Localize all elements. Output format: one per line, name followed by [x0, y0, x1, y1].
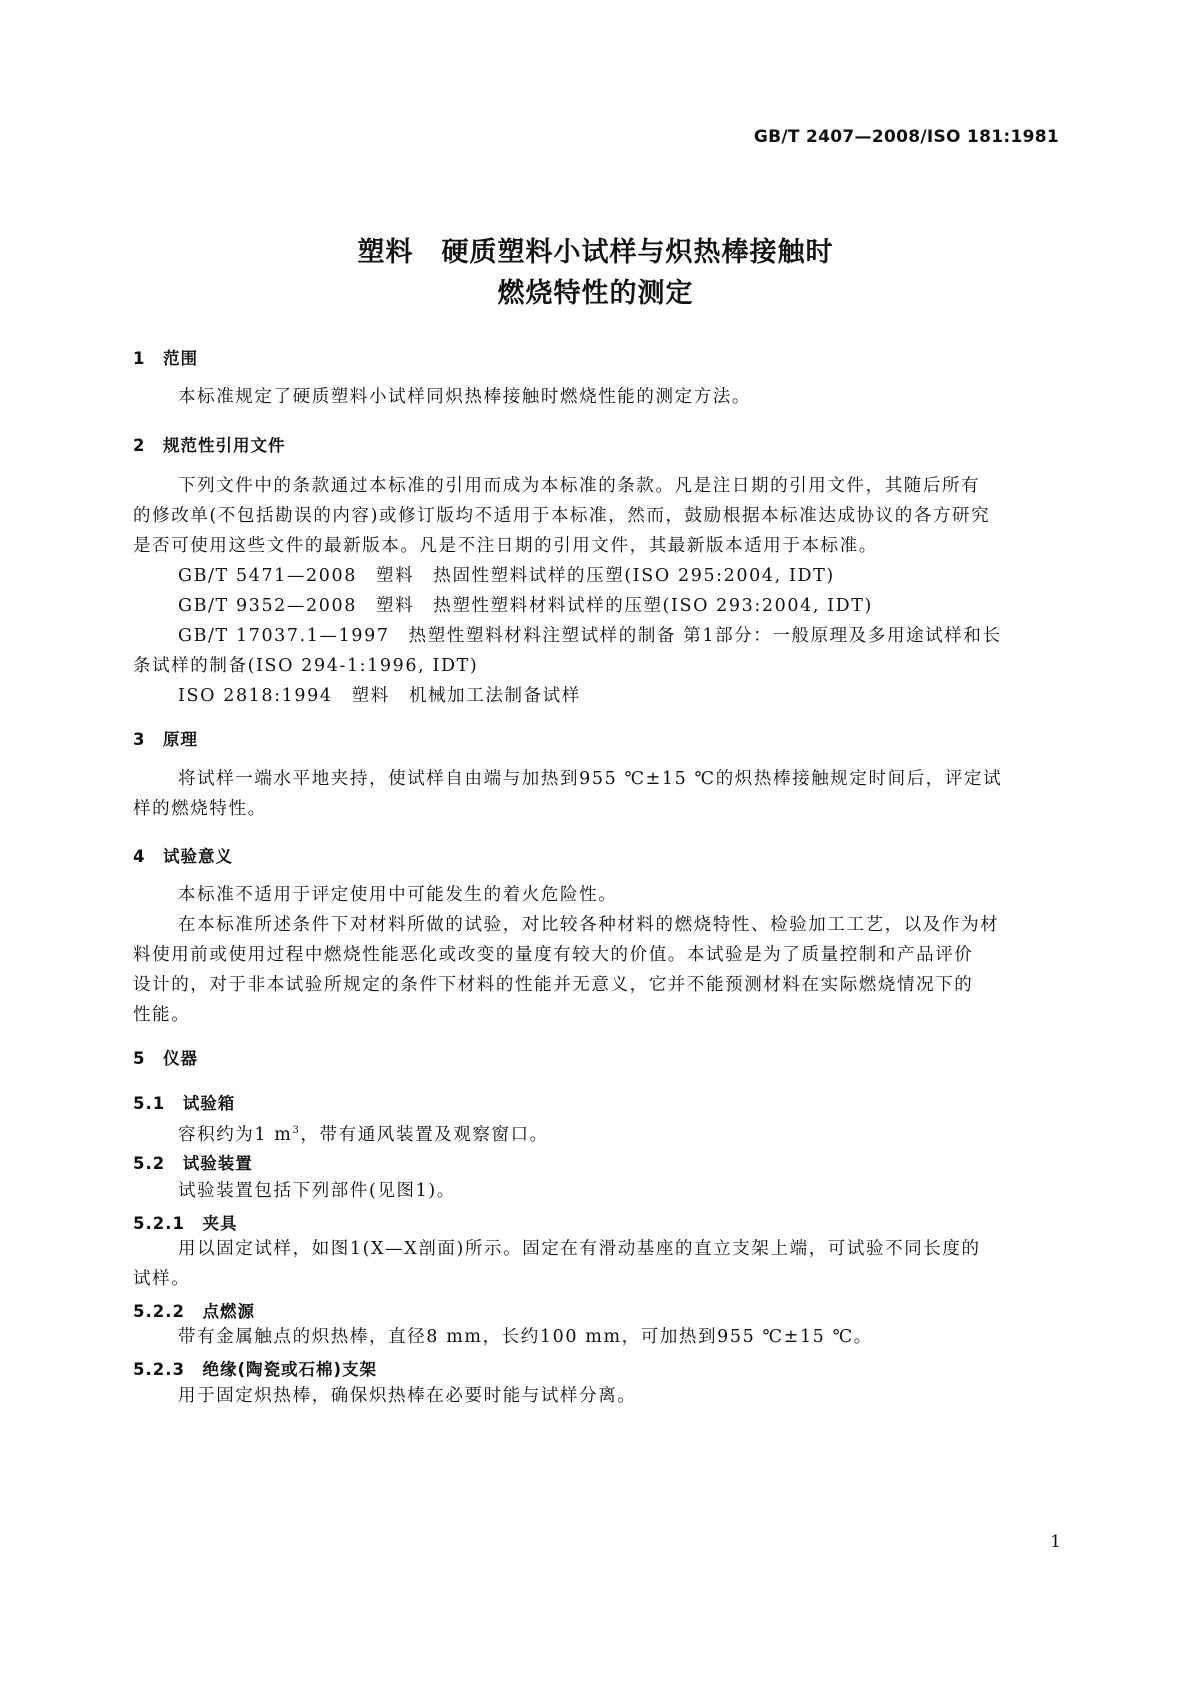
section-4-paragraph-line: 在本标准所述条件下对材料所做的试验，对比较各种材料的燃烧特性、检验加工工艺，以及作为材: [178, 915, 1000, 935]
section-4-heading: 4 试验意义: [133, 847, 233, 866]
reference-item: GB/T 9352—2008 塑料 热塑性塑料材料试样的压塑(ISO 293:2004, IDT): [178, 596, 873, 616]
volume-text-rest: ，带有通风装置及观察窗口。: [300, 1124, 549, 1145]
section-2-paragraph-line: 下列文件中的条款通过本标准的引用而成为本标准的条款。凡是注日期的引用文件，其随后所有: [178, 476, 981, 496]
subsection-5-2-1-paragraph-line: 用以固定试样，如图1(X—X剖面)所示。固定在有滑动基座的直立支架上端，可试验不同长度的: [178, 1239, 981, 1259]
standard-code: GB/T 2407—2008/ISO 181:1981: [753, 127, 1059, 147]
subsection-5-2-1-heading: 5.2.1 夹具: [133, 1214, 238, 1233]
section-3-paragraph-line: 样的燃烧特性。: [133, 799, 267, 819]
subsection-5-2-2-heading: 5.2.2 点燃源: [133, 1302, 255, 1321]
section-4-paragraph-line: 料使用前或使用过程中燃烧性能恶化或改变的量度有较大的价值。本试验是为了质量控制和产品评价: [133, 945, 974, 965]
subsection-5-2-2-paragraph: 带有金属触点的炽热棒，直径8 mm，长约100 mm，可加热到955 ℃±15 ℃。: [178, 1327, 873, 1347]
section-1-heading: 1 范围: [133, 349, 198, 368]
section-4-paragraph: 本标准不适用于评定使用中可能发生的着火危险性。: [178, 885, 618, 905]
subsection-5-1-heading: 5.1 试验箱: [133, 1094, 236, 1113]
document-title-line-2: 燃烧特性的测定: [497, 278, 694, 309]
reference-item: GB/T 5471—2008 塑料 热固性塑料试样的压塑(ISO 295:2004, IDT): [178, 566, 835, 586]
page-number: 1: [1050, 1532, 1061, 1552]
section-2-paragraph-line: 是否可使用这些文件的最新版本。凡是不注日期的引用文件，其最新版本适用于本标准。: [133, 536, 878, 556]
section-3-heading: 3 原理: [133, 730, 198, 749]
subsection-5-2-paragraph: 试验装置包括下列部件(见图1)。: [178, 1181, 456, 1201]
section-3-paragraph-line: 将试样一端水平地夹持，使试样自由端与加热到955 ℃±15 ℃的炽热棒接触规定时间后，评定试: [178, 769, 1003, 789]
section-2-heading: 2 规范性引用文件: [133, 436, 286, 455]
section-5-heading: 5 仪器: [133, 1049, 198, 1068]
section-4-paragraph-line: 设计的，对于非本试验所规定的条件下材料的性能并无意义，它并不能预测材料在实际燃烧情况下的: [133, 975, 974, 995]
volume-text: 容积约为1 m: [178, 1124, 293, 1145]
reference-item: GB/T 17037.1—1997 热塑性塑料材料注塑试样的制备 第1部分：一般原理及多用途试样和长: [178, 626, 1002, 646]
document-title-line-1: 塑料 硬质塑料小试样与炽热棒接触时: [357, 237, 834, 268]
subsection-5-2-3-paragraph: 用于固定炽热棒，确保炽热棒在必要时能与试样分离。: [178, 1386, 637, 1406]
subsection-5-1-paragraph: [178, 1116, 549, 1150]
section-4-paragraph-line: 性能。: [133, 1005, 191, 1025]
section-1-paragraph: 本标准规定了硬质塑料小试样同炽热棒接触时燃烧性能的测定方法。: [178, 387, 751, 407]
subsection-5-2-3-heading: 5.2.3 绝缘(陶瓷或石棉)支架: [133, 1360, 378, 1379]
reference-item: ISO 2818:1994 塑料 机械加工法制备试样: [178, 686, 581, 706]
cubic-superscript: 3: [292, 1125, 301, 1136]
reference-item-continuation: 条试样的制备(ISO 294-1:1996, IDT): [133, 656, 479, 676]
subsection-5-2-1-paragraph-line: 试样。: [133, 1269, 191, 1289]
section-2-paragraph-line: 的修改单(不包括勘误的内容)或修订版均不适用于本标准，然而，鼓励根据本标准达成协议的各方研究: [133, 506, 991, 526]
subsection-5-2-heading: 5.2 试验装置: [133, 1154, 253, 1173]
